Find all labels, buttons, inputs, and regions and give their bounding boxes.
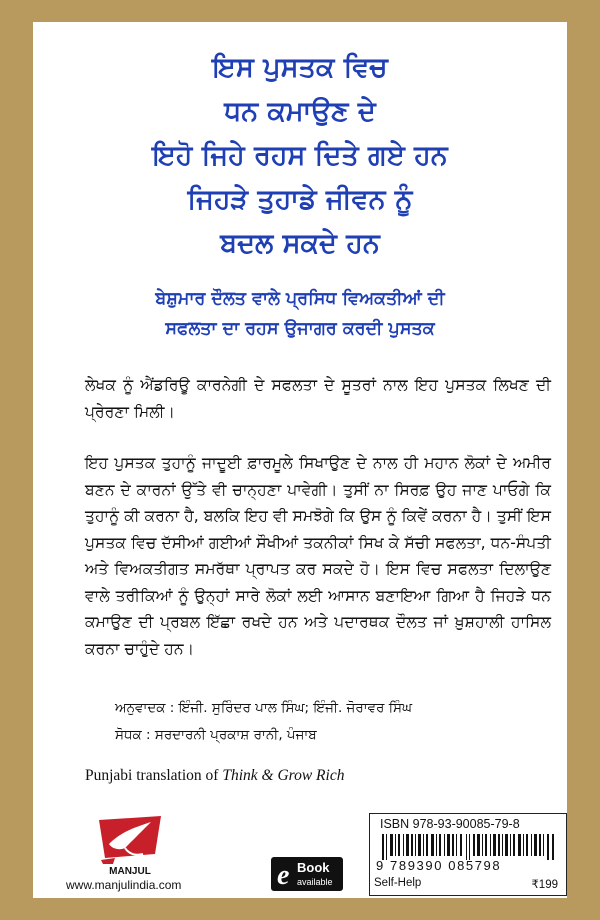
barcode-digits: 9 789390 085798 bbox=[376, 858, 502, 873]
subheadline-line: ਬੇਸ਼ੁਮਾਰ ਦੌਲਤ ਵਾਲੇ ਪ੍ਰਸਿਧ ਵਿਅਕਤੀਆਂ ਦੀ bbox=[155, 289, 445, 309]
headline bbox=[33, 46, 567, 266]
price-label: ₹199 bbox=[531, 879, 558, 891]
translator-credit: ਅਨੁਵਾਦਕ : ਇੰਜੀ. ਸੁਰਿੰਦਰ ਪਾਲ ਸਿੰਘ; ਇੰਜੀ. ਜੋਰਾਵਰ ਸਿੰਘ bbox=[115, 700, 413, 716]
headline-line: ਬਦਲ ਸਕਦੇ ਹਨ bbox=[220, 228, 380, 259]
isbn-barcode-box bbox=[369, 813, 567, 875]
editor-credit: ਸੋਧਕ : ਸਰਦਾਰਨੀ ਪ੍ਰਕਾਸ਼ ਰਾਨੀ, ਪੰਜਾਬ bbox=[115, 727, 317, 743]
ebook-e: e bbox=[277, 860, 290, 891]
headline-line: ਇਸ ਪੁਸਤਕ ਵਿਚ bbox=[212, 52, 388, 83]
ebook-word: Book bbox=[297, 860, 330, 875]
category-label: Self-Help bbox=[374, 877, 422, 889]
subheadline-line: ਸਫਲਤਾ ਦਾ ਰਹਸ ਉਜਾਗਰ ਕਰਦੀ ਪੁਸਤਕ bbox=[165, 319, 435, 339]
publisher-name: MANJUL bbox=[109, 866, 151, 876]
description-paragraph: ਇਹ ਪੁਸਤਕ ਤੁਹਾਨੂੰ ਜਾਦੂਈ ਫ਼ਾਰਮੂਲੇ ਸਿਖਾਉਣ ਦੇ ਨਾਲ ਹੀ ਮਹਾਨ ਲੋਕਾਂ ਦੇ ਅਮੀਰ ਬਣਨ ਦੇ ਕਾਰਨਾਂ ਉੱਤੇ ਵੀ ਚਾਨ੍ਹਣਾ ਪਾਵੇਗੀ। ਤੁਸੀਂ ਨਾ ਸਿਰਫ਼ ਉਹ ਜਾਣ ਪਾਓਗੇ ਕਿ ਤੁਹਾਨੂੰ ਕੀ ਕਰਨਾ ਹੈ, ਬਲਕਿ ਇਹ ਵੀ ਸਮਝੋਗੇ ਕਿ ਉਸ ਨੂੰ ਕਿਵੇਂ ਕਰਨਾ ਹੈ। ਤੁਸੀਂ ਇਸ ਪੁਸਤਕ ਵਿਚ ਦੱਸੀਆਂ ਗਈਆਂ ਸੌਖੀਆਂ ਤਕਨੀਕਾਂ ਸਿਖ ਕੇ ਸੱਚੀ ਸਫਲਤਾ, ਧਨ-ਸੰਪਤੀ ਅਤੇ ਵਿਅਕਤੀਗਤ ਸਮਰੱਥਾ ਪ੍ਰਾਪਤ ਕਰ ਸਕਦੇ ਹੋ। ਇਸ ਵਿਚ ਸਫਲਤਾ ਦਿਲਾਉਣ ਵਾਲੇ ਤਰੀਕਿਆਂ ਨੂੰ ਉਨ੍ਹਾਂ ਸਾਰੇ ਲੋਕਾਂ ਲਈ ਆਸਾਨ ਬਣਾਇਆ ਗਿਆ ਹੈ ਜਿਹੜੇ ਧਨ ਕਮਾਉਣ ਦੀ ਪ੍ਰਬਲ ਇੱਛਾ ਰਖਦੇ ਹਨ ਅਤੇ ਪਦਾਰਥਕ ਦੌਲਤ ਜਾਂ ਖ਼ੁਸ਼ਹਾਲੀ ਹਾਸਿਲ ਕਰਨਾ ਚਾਹੁੰਦੇ ਹਨ। bbox=[85, 454, 551, 658]
headline-line: ਇਹੋ ਜਿਹੇ ਰਹਸ ਦਿਤੇ ਗਏ ਹਨ bbox=[152, 140, 448, 171]
subheadline bbox=[33, 284, 567, 344]
category-price-row bbox=[369, 873, 567, 896]
original-title: Think & Grow Rich bbox=[222, 767, 345, 784]
intro-paragraph: ਲੇਖਕ ਨੂੰ ਐਂਡਰਿਊ ਕਾਰਨੇਗੀ ਦੇ ਸਫਲਤਾ ਦੇ ਸੂਤਰਾਂ ਨਾਲ ਇਹ ਪੁਸਤਕ ਲਿਖਣ ਦੀ ਪ੍ਰੇਰਣਾ ਮਿਲੀ। bbox=[85, 376, 551, 421]
publisher-website: www.manjulindia.com bbox=[66, 878, 182, 892]
back-cover bbox=[33, 22, 567, 898]
ebook-available-icon bbox=[271, 857, 343, 891]
translation-note-prefix: Punjabi translation of bbox=[85, 767, 223, 784]
headline-line: ਧਨ ਕਮਾਉਣ ਦੇ bbox=[224, 96, 376, 127]
credits bbox=[115, 695, 412, 749]
isbn-label: ISBN 978-93-90085-79-8 bbox=[380, 817, 520, 831]
publisher-logo bbox=[95, 814, 165, 876]
ebook-available: available bbox=[297, 877, 333, 887]
barcode bbox=[382, 834, 556, 860]
translation-note bbox=[85, 767, 344, 785]
headline-line: ਜਿਹੜੇ ਤੁਹਾਡੇ ਜੀਵਨ ਨੂੰ bbox=[187, 184, 413, 215]
